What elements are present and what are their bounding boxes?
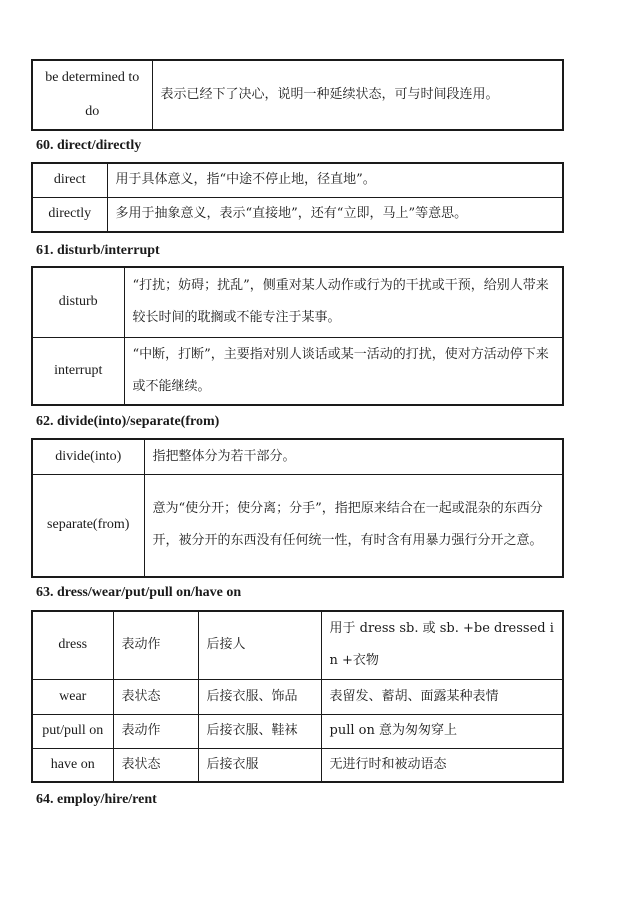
table-row — [32, 679, 563, 714]
desc-cell: 表示已经下了决心，说明一种延续状态，可与时间段连用。 — [152, 60, 563, 130]
desc-cell: “打扰；妨碍；扰乱”，侧重对某人动作或行为的干扰或干预，给别人带来较长时间的耽搁或不能专注于某事。 — [124, 267, 563, 337]
table-row — [32, 439, 563, 474]
section-heading-61: 61. disturb/interrupt — [36, 243, 160, 258]
term-cell: put/pull on — [32, 714, 113, 748]
desc-cell: 指把整体分为若干部分。 — [144, 439, 563, 474]
table-60 — [31, 162, 564, 233]
action-cell: 表动作 — [113, 611, 198, 679]
usage-cell: pull on 意为匆匆穿上 — [321, 714, 563, 748]
table-row — [32, 60, 563, 130]
section-heading-63: 63. dress/wear/put/pull on/have on — [36, 585, 242, 600]
term-cell: disturb — [32, 267, 124, 337]
desc-cell: 用于具体意义，指“中途不停止地，径直地”。 — [107, 163, 563, 197]
table-row — [32, 337, 563, 405]
action-cell: 表动作 — [113, 714, 198, 748]
table-row — [32, 197, 563, 232]
desc-cell: “中断，打断”，主要指对别人谈话或某一活动的打扰，使对方活动停下来或不能继续。 — [124, 337, 563, 405]
table-row — [32, 474, 563, 577]
section-heading-62: 62. divide(into)/separate(from) — [36, 414, 220, 429]
term-cell: dress — [32, 611, 113, 679]
section-heading-60: 60. direct/directly — [36, 138, 142, 153]
action-cell: 表状态 — [113, 679, 198, 714]
table-row — [32, 163, 563, 197]
usage-cell: 用于 dress sb. 或 sb. +be dressed in +衣物 — [321, 611, 563, 679]
object-cell: 后接衣服、饰品 — [198, 679, 321, 714]
table-61 — [31, 266, 564, 406]
desc-cell: 意为“使分开；使分离；分手”，指把原来结合在一起或混杂的东西分开，被分开的东西没有任何统一性，有时含有用暴力强行分开之意。 — [144, 474, 563, 577]
table-row — [32, 267, 563, 337]
table-row — [32, 714, 563, 748]
term-cell: have on — [32, 748, 113, 782]
desc-cell: 多用于抽象意义，表示“直接地”，还有“立即，马上”等意思。 — [107, 197, 563, 232]
object-cell: 后接衣服 — [198, 748, 321, 782]
object-cell: 后接衣服、鞋袜 — [198, 714, 321, 748]
term-cell: interrupt — [32, 337, 124, 405]
term-cell: separate(from) — [32, 474, 144, 577]
term-cell: direct — [32, 163, 107, 197]
term-cell: directly — [32, 197, 107, 232]
usage-cell: 表留发、蓄胡、面露某种表情 — [321, 679, 563, 714]
table-59 — [31, 59, 564, 131]
term-cell: divide(into) — [32, 439, 144, 474]
object-cell: 后接人 — [198, 611, 321, 679]
section-heading-64: 64. employ/hire/rent — [36, 792, 157, 807]
table-row — [32, 748, 563, 782]
table-63 — [31, 610, 564, 783]
table-row — [32, 611, 563, 679]
usage-cell: 无进行时和被动语态 — [321, 748, 563, 782]
table-62 — [31, 438, 564, 578]
action-cell: 表状态 — [113, 748, 198, 782]
term-cell: be determined to do — [32, 60, 152, 130]
term-cell: wear — [32, 679, 113, 714]
